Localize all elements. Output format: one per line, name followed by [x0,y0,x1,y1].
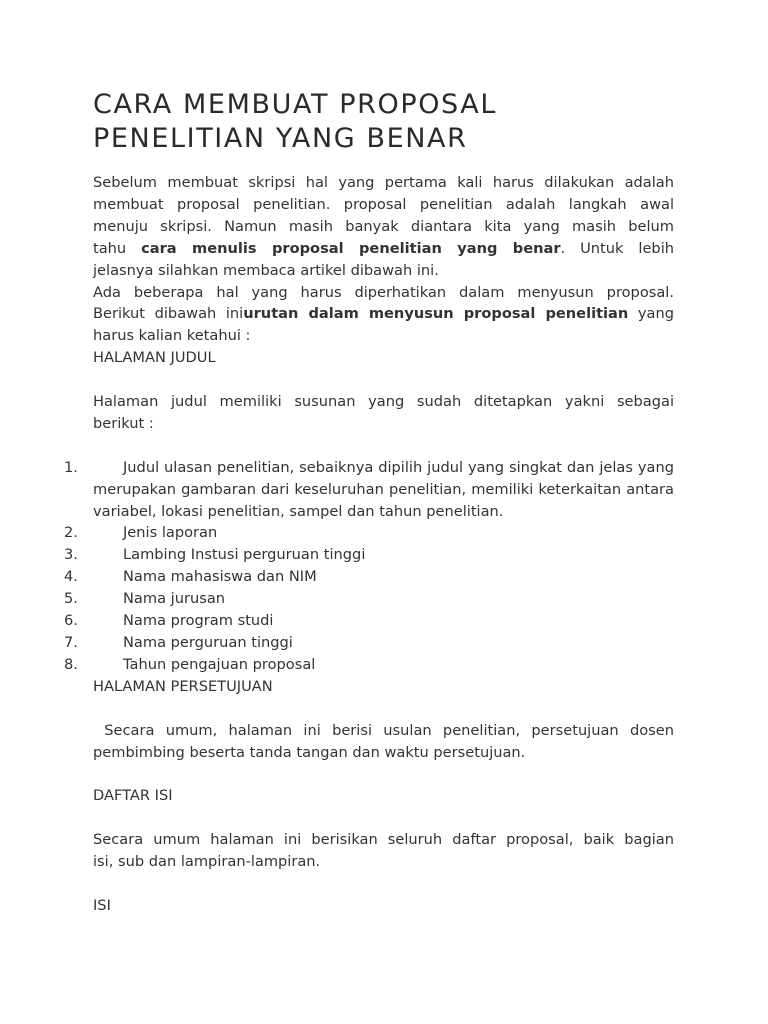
list-number: 6. [64,612,78,630]
para2-line: harus kalian ketahui : [93,327,251,345]
list-number: 1. [64,458,78,476]
list-text: Jenis laporan [123,524,218,542]
para2-line [93,303,674,325]
document-title [93,88,693,156]
section-heading-halaman-judul: HALAMAN JUDUL [93,349,216,367]
list-item [64,544,674,566]
list-item [64,566,674,588]
list-text: Judul ulasan penelitian, sebaiknya dipilih judul yang singkat dan jelas yang merupakan gambaran dari keseluruhan penelitian, memiliki keterkaitan antara variabel, lokasi penelitian, sampel dan tahun penelitian. [93,458,674,520]
list-number: 8. [64,655,78,673]
section-heading-isi: ISI [93,896,111,914]
list-number: 5. [64,590,78,608]
list-number: 3. [64,546,78,564]
intro-line: membuat proposal penelitian. proposal penelitian adalah langkah awal [93,195,674,213]
intro-line [93,238,674,260]
list-number: 4. [64,568,78,586]
document-body [64,172,675,917]
section-heading-halaman-persetujuan: HALAMAN PERSETUJUAN [93,677,273,695]
list-item [64,632,674,654]
intro-text: . Untuk lebih [560,239,675,257]
list-item [64,610,674,632]
intro-line: menuju skripsi. Namun masih banyak diantara kita yang masih belum [93,217,674,235]
title-page-list [64,457,674,676]
list-item [64,457,674,523]
para2-text: Berikut dibawah ini [93,305,244,323]
daftar-isi-desc: isi, sub dan lampiran-lampiran. [93,853,321,871]
list-text: Lambing Instusi perguruan tinggi [123,546,366,564]
list-item [64,588,674,610]
list-text: Nama perguruan tinggi [123,634,293,651]
daftar-isi-desc: Secara umum halaman ini berisikan seluruh daftar proposal, baik bagian [93,831,674,849]
list-text: Nama jurusan [123,590,226,608]
para2-bold-phrase: urutan dalam menyusun proposal penelitian [243,305,629,323]
intro-line: jelasnya silahkan membaca artikel dibawah ini. [93,261,439,279]
list-text: Tahun pengajuan proposal [123,655,316,673]
halaman-judul-desc: Halaman judul memiliki susunan yang sudah ditetapkan yakni sebagai [93,393,674,411]
list-number: 7. [64,634,78,651]
halaman-judul-desc: berikut : [93,414,154,432]
list-text: Nama mahasiswa dan NIM [123,568,317,586]
list-item [64,522,674,544]
list-text: Nama program studi [123,612,274,630]
title-line-1: CARA MEMBUAT PROPOSAL [93,89,498,120]
halaman-persetujuan-desc: pembimbing beserta tanda tangan dan waktu persetujuan. [93,743,526,761]
halaman-persetujuan-desc: Secara umum, halaman ini berisi usulan penelitian, persetujuan dosen [93,721,674,739]
para2-text: yang [628,305,674,323]
list-item [64,654,674,676]
intro-text: tahu [93,239,142,257]
section-heading-daftar-isi: DAFTAR ISI [93,787,173,805]
list-number: 2. [64,524,78,542]
intro-bold-phrase: cara menulis proposal penelitian yang benar [141,239,561,257]
title-line-2: PENELITIAN YANG BENAR [93,123,468,154]
para2-line: Ada beberapa hal yang harus diperhatikan dalam menyusun proposal. [93,283,674,301]
intro-line: Sebelum membuat skripsi hal yang pertama kali harus dilakukan adalah [93,174,674,191]
